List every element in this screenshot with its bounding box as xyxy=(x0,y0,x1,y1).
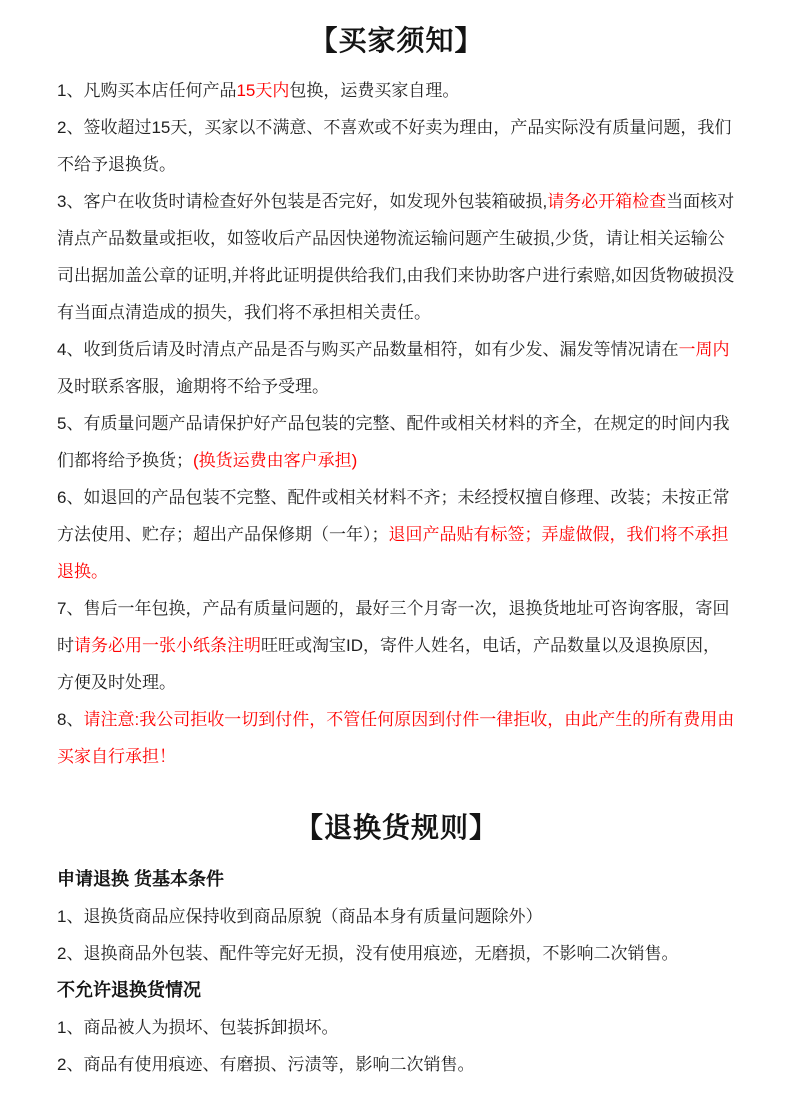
policy-item: 1、退换货商品应保持收到商品原貌（商品本身有质量问题除外） xyxy=(57,907,543,926)
policy-subheading: 不允许退换货情况 xyxy=(57,980,201,1000)
body-text: 及时联系客服，逾期将不给予受理。 xyxy=(57,377,329,396)
highlighted-text: 退回产品贴有标签；弄虚做假，我们将不承担退换。 xyxy=(57,525,729,581)
highlighted-text: 请注意:我公司拒收一切到付件，不管任何原因到付件一律拒收，由此产生的所有费用由买家自行承担！ xyxy=(57,710,735,766)
return-policy-title: 【退换货规则】 xyxy=(294,812,498,843)
body-text: 当面核对清点产品数量或拒收，如签收后产品因快递物流运输问题产生破损,少货，请让相关运输公司出据加盖公章的证明,并将此证明提供给我们,由我们来协助客户进行索赔,如因货物破损没有当面点清造成的损失，我们将不承担相关责任。 xyxy=(57,192,735,322)
highlighted-text: 一周内 xyxy=(678,340,730,359)
notice-item xyxy=(57,183,736,331)
notice-item xyxy=(57,109,736,183)
notice-item xyxy=(57,590,736,701)
body-text: 旺旺或淘宝ID，寄件人姓名，电话，产品数量以及退换原因，方便及时处理。 xyxy=(57,636,720,692)
notice-item xyxy=(57,701,736,775)
body-text: 2、签收超过15天，买家以不满意、不喜欢或不好卖为理由，产品实际没有质量问题，我们不给予退换货。 xyxy=(57,118,732,174)
policy-item: 1、商品被人为损坏、包装拆卸损坏。 xyxy=(57,1018,339,1037)
notice-item xyxy=(57,331,736,405)
body-text: 1、凡购买本店任何产品 xyxy=(57,81,237,100)
highlighted-text: 请务必开箱检查 xyxy=(547,192,667,211)
body-text: 包换，运费买家自理。 xyxy=(289,81,460,100)
policy-item: 2、商品有使用痕迹、有磨损、污渍等，影响二次销售。 xyxy=(57,1055,475,1074)
buyer-notice-list xyxy=(57,72,736,775)
body-text: 7、售后一年包换，产品有质量问题的，最好三个月寄一次，退换货地址可咨询客服，寄回时 xyxy=(57,599,730,655)
notice-item xyxy=(57,405,736,479)
body-text: 6、如退回的产品包装不完整、配件或相关材料不齐；未经授权擅自修理、改装；未按正常方法使用、贮存；超出产品保修期（一年）； xyxy=(57,488,730,544)
buyer-notice-title: 【买家须知】 xyxy=(309,25,484,56)
body-text: 5、有质量问题产品请保护好产品包装的完整、配件或相关材料的齐全，在规定的时间内我们都将给予换货； xyxy=(57,414,730,470)
highlighted-text: 请务必用一张小纸条注明 xyxy=(74,636,261,655)
body-text: 4、收到货后请及时清点产品是否与购买产品数量相符，如有少发、漏发等情况请在 xyxy=(57,340,679,359)
notice-item xyxy=(57,479,736,590)
notice-item xyxy=(57,72,736,109)
return-policy-sections xyxy=(57,861,736,1083)
highlighted-text: (换货运费由客户承担) xyxy=(193,451,358,470)
highlighted-text: 15天内 xyxy=(236,81,290,100)
policy-item: 2、退换商品外包装、配件等完好无损，没有使用痕迹，无磨损，不影响二次销售。 xyxy=(57,944,679,963)
policy-subheading: 申请退换 货基本条件 xyxy=(57,869,225,889)
body-text: 8、 xyxy=(57,710,84,729)
body-text: 3、客户在收货时请检查好外包装是否完好，如发现外包装箱破损, xyxy=(57,192,548,211)
